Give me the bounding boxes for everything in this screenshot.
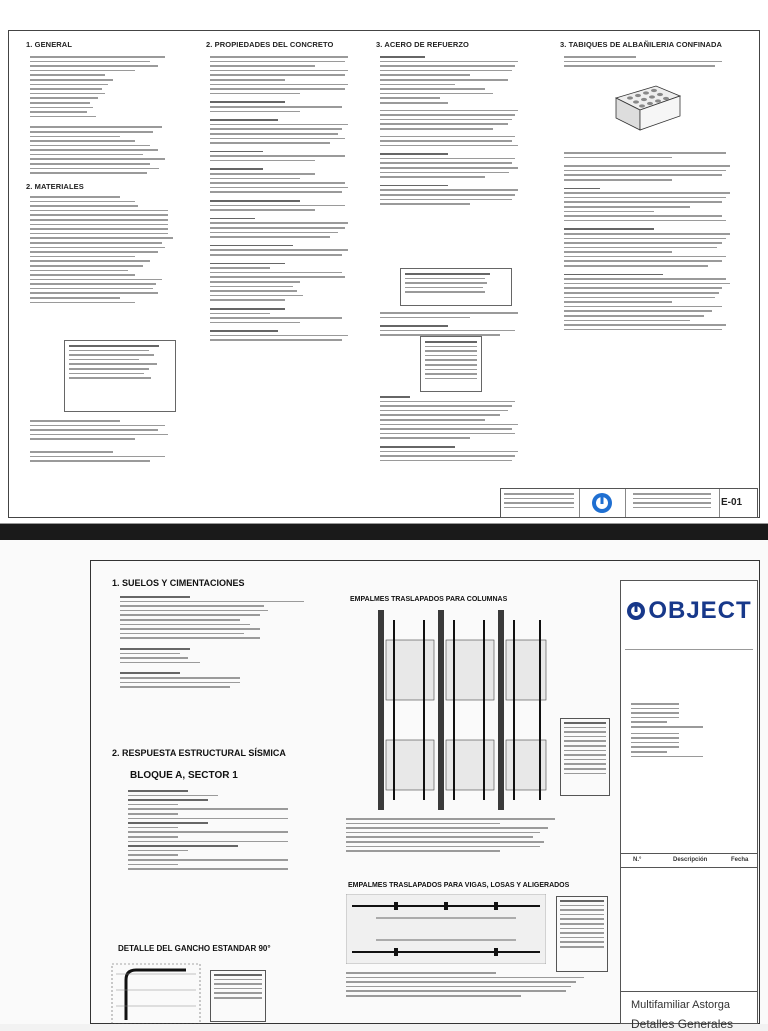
suelos-notes-text: [120, 596, 320, 691]
drawing-sheet-detalles: [0, 540, 768, 1031]
section-heading-acero: 3. ACERO DE REFUERZO: [376, 40, 469, 49]
project-name: Multifamiliar Astorga: [631, 999, 731, 1011]
consultants-list: [631, 703, 751, 760]
logo-mark: [579, 489, 626, 517]
bloque-heading: BLOQUE A, SECTOR 1: [130, 770, 238, 781]
gancho-table: [210, 970, 266, 1022]
tabiques-notes-text: [564, 56, 744, 70]
detail-title-vigas: EMPALMES TRASLAPADOS PARA VIGAS, LOSAS Y ALIGERADOS: [348, 882, 570, 889]
empalme-table: [420, 336, 482, 392]
section-heading-propiedades: 2. PROPIEDADES DEL CONCRETO: [206, 40, 334, 49]
section-heading-materiales: 2. MATERIALES: [26, 182, 84, 191]
page-separator: [0, 524, 768, 540]
propiedades-notes-text: [210, 56, 360, 344]
logo-object: [621, 581, 757, 641]
materiales-table: [64, 340, 176, 412]
section-heading-sismica: 2. RESPUESTA ESTRUCTURAL SÍSMICA: [112, 748, 286, 758]
rev-header-number: N.°: [633, 857, 642, 863]
columnas-splice-table: [560, 718, 610, 796]
column-general: [26, 40, 186, 49]
gancho-heading: DETALLE DEL GANCHO ESTANDAR 90°: [118, 944, 271, 953]
title-block-detalles: [620, 580, 758, 1031]
sheet-code: E-01: [721, 497, 743, 508]
brick-illustration: [606, 78, 686, 138]
drawing-name: Detalles Generales: [631, 1017, 734, 1031]
materiales-footnotes: [30, 420, 180, 465]
columnas-splice-drawing: [374, 610, 550, 810]
sismica-notes-text: [128, 790, 328, 873]
acero-notes-text: [380, 56, 530, 208]
materiales-notes-text: [30, 196, 180, 306]
columnas-notes-text: [346, 818, 566, 855]
section-heading-general: 1. GENERAL: [26, 40, 73, 49]
acero-notes-text-2: [380, 312, 530, 339]
vigas-splice-table: [556, 896, 608, 972]
acero-notes-text-3: [380, 396, 530, 464]
general-notes-text: [30, 56, 180, 177]
logo-text: OBJECT: [648, 597, 752, 624]
section-heading-suelos: 1. SUELOS Y CIMENTACIONES: [112, 578, 245, 588]
object-logo-icon: [626, 599, 646, 623]
detail-title-columnas: EMPALMES TRASLAPADOS PARA COLUMNAS: [350, 596, 508, 603]
title-block-e01: [500, 488, 758, 518]
rev-header-date: Fecha: [731, 857, 749, 863]
vigas-notes-text: [346, 972, 596, 1000]
acero-table: [400, 268, 512, 306]
gancho-detail-drawing: [106, 960, 206, 1024]
vigas-splice-drawing: [346, 894, 546, 964]
section-heading-tabiques: 3. TABIQUES DE ALBAÑILERIA CONFINADA: [560, 40, 723, 49]
rev-header-description: Descripción: [673, 857, 708, 863]
tabiques-notes-text-2: [564, 152, 744, 333]
